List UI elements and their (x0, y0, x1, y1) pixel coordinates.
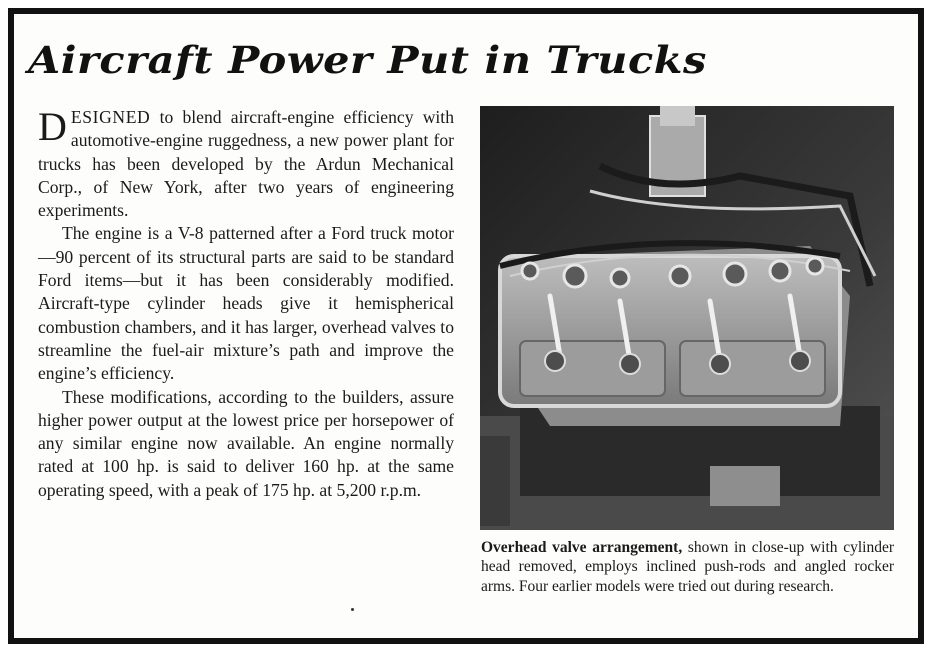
paragraph-1-text: to blend aircraft-engine efficiency with automotive-engine ruggedness, a new power plant for trucks has been developed by the Ardun Mechanical Corp., of New York, after two years of engineering experiments. (38, 107, 454, 221)
engine-photo (480, 106, 894, 530)
paragraph-2: The engine is a V-8 patterned after a Ford truck motor—90 percent of its structural parts are said to be standard Ford items—but it has been considerably modified. Aircraft-type cylinder heads give it hemispherical combustion chambers, and it has larger, overhead valves to streamline the fuel-air mixture’s path and improve the engine’s efficiency. (38, 223, 454, 384)
print-speck (351, 608, 354, 611)
article-title: Aircraft Power Put in Trucks (28, 38, 707, 82)
paragraph-3: These modifications, according to the builders, assure higher power output at the lowest price per horsepower of any similar engine now available. An engine normally rated at 100 hp. is said to deliver 160 hp. at the same operating speed, with a peak of 175 hp. at 5,200 r.p.m. (38, 386, 454, 500)
paragraph-1 (38, 106, 454, 222)
caption-bold: Overhead valve arrangement, (481, 539, 683, 556)
lead-caps: ESIGNED (70, 107, 151, 127)
caption-text: shown in close-up with cylinder head removed, employs inclined push-rods and angled rocker arms. Four earlier models were tried out during research. (481, 539, 894, 595)
photo-caption (481, 538, 894, 596)
article-body (38, 106, 454, 502)
drop-cap: D (38, 104, 67, 149)
